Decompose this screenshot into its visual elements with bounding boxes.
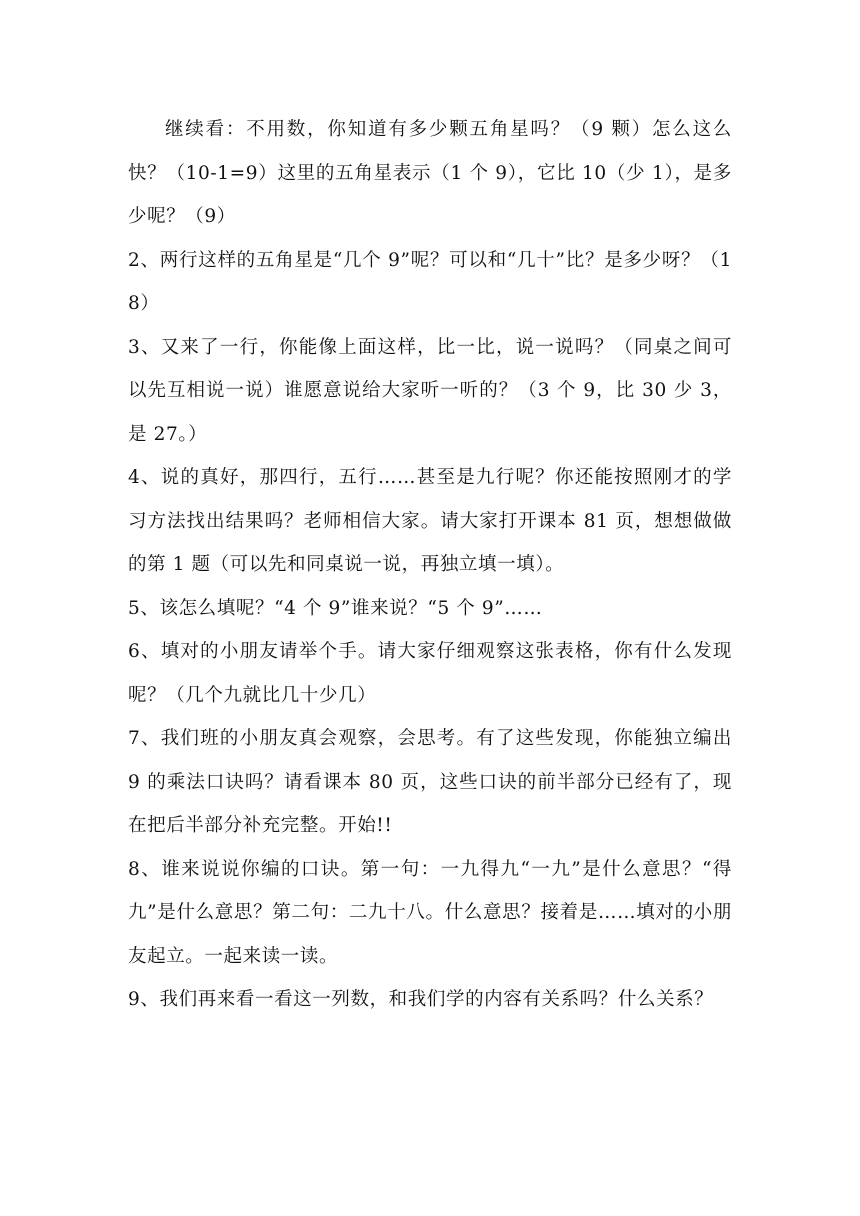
document-body xyxy=(128,108,732,1022)
paragraph-item-7: 7、我们班的小朋友真会观察，会思考。有了这些发现，你能独立编出 9 的乘法口诀吗？请看课本 80 页，这些口诀的前半部分已经有了，现在把后半部分补充完整。开始!! xyxy=(128,728,732,836)
paragraph-intro: 继续看：不用数，你知道有多少颗五角星吗？（9 颗）怎么这么快？（10-1=9）这里的五角星表示（1 个 9），它比 10（少 1），是多少呢？（9） xyxy=(128,119,732,227)
paragraph-item-2: 2、两行这样的五角星是“几个 9”呢？可以和“几十”比？是多少呀？（18） xyxy=(128,249,732,314)
paragraph-item-9: 9、我们再来看一看这一列数，和我们学的内容有关系吗？什么关系？ xyxy=(128,989,714,1010)
paragraph-item-6: 6、填对的小朋友请举个手。请大家仔细观察这张表格，你有什么发现呢？（几个九就比几十少几） xyxy=(128,641,732,706)
paragraph-item-8: 8、谁来说说你编的口诀。第一句：一九得九“一九”是什么意思？“得九”是什么意思？第二句：二九十八。什么意思？接着是……填对的小朋友起立。一起来读一读。 xyxy=(128,858,732,967)
paragraph-item-3: 3、又来了一行，你能像上面这样，比一比，说一说吗？（同桌之间可以先互相说一说）谁愿意说给大家听一听的？（3 个 9，比 30 少 3，是 27。） xyxy=(128,336,732,445)
paragraph-item-5: 5、该怎么填呢？“4 个 9”谁来说？“5 个 9”…… xyxy=(128,597,543,619)
paragraph-item-4: 4、说的真好，那四行，五行……甚至是九行呢？你还能按照刚才的学习方法找出结果吗？老师相信大家。请大家打开课本 81 页，想想做做的第 1 题（可以先和同桌说一说，再独立填一填）。 xyxy=(128,467,732,575)
